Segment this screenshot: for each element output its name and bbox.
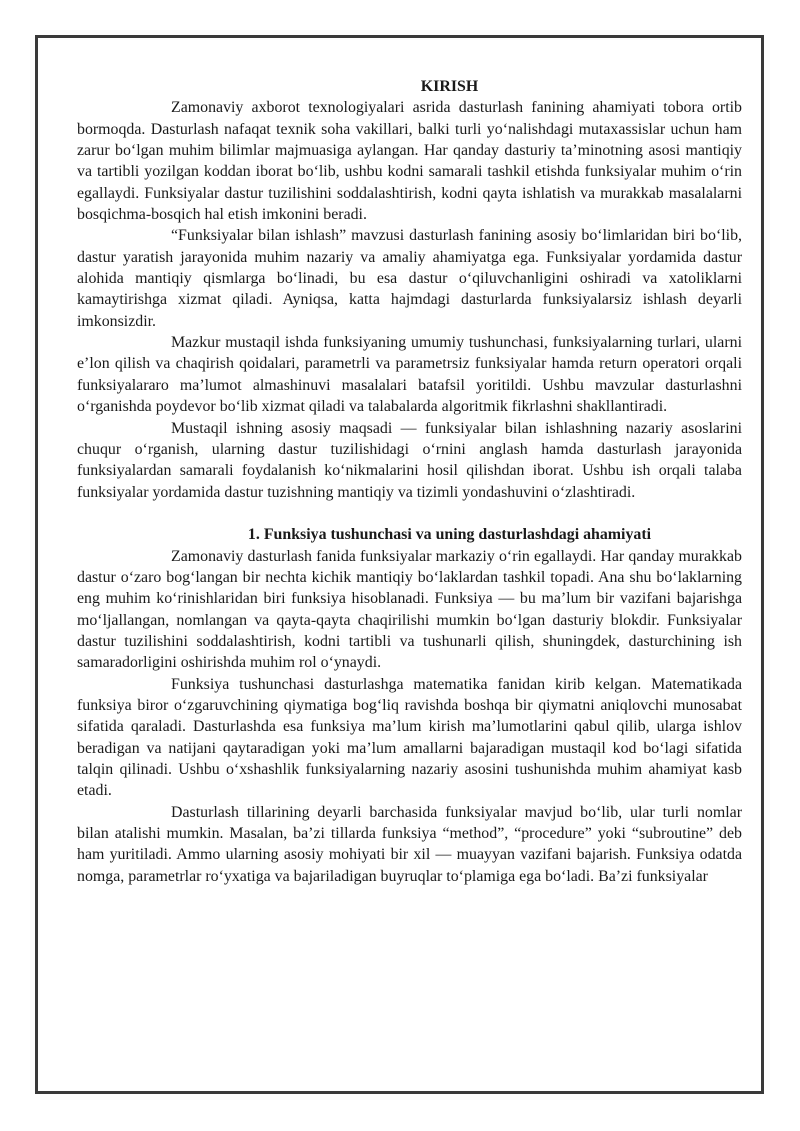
document-body — [77, 76, 742, 887]
section-1-heading: 1. Funksiya tushunchasi va uning dasturlashdagi ahamiyati — [247, 526, 652, 544]
section-1-paragraph-2: Funksiya tushunchasi dasturlashga matematika fanidan kirib kelgan. Matematikada funksiya biror o‘zgaruvchining qiymatiga bog‘liq ravishda boshqa bir qiymatni aniqlovchi munosabat sifatida qaraladi. Dasturlashda esa funksiya ma’lum kirish ma’lumotlarini qabul qilib, ularga ishlov beradigan va natijani qaytaradigan yoki ma’lum amallarni bajaradigan mustaqil kod bo‘lagi sifatida talqin qilinadi. Ushbu o‘xshashlik funksiyalarning nazariy asosini tushunishda muhim ahamiyat kasb etadi. — [77, 675, 742, 800]
section-1-paragraph-1: Zamonaviy dasturlash fanida funksiyalar markaziy o‘rin egallaydi. Har qanday murakkab dastur o‘zaro bog‘langan bir nechta kichik mantiqiy bo‘laklardan tashkil topadi. Ana shu bo‘laklarning eng muhim ko‘rinishlaridan biri funksiya hisoblanadi. Funksiya — bu ma’lum bir vazifani bajarishga mo‘ljallangan, nomlangan va qayta-qayta chaqirilishi mumkin bo‘lgan dasturiy blokdir. Funksiyalar dastur tuzilishini soddalashtirish, kodni tartibli va tushunarli qilish, shuningdek, dasturchining ish samaradorligini oshirishda muhim rol o‘ynaydi. — [77, 547, 742, 672]
section-1-paragraph-3: Dasturlash tillarining deyarli barchasida funksiyalar mavjud bo‘lib, ular turli nomlar bilan atalishi mumkin. Masalan, ba’zi tillarda funksiya “method”, “procedure” yoki “subroutine” deb ham yuritiladi. Ammo ularning asosiy mohiyati bir xil — muayyan vazifani bajarish. Funksiya odatda nomga, parametrlar ro‘yxatiga va bajariladigan buyruqlar to‘plamiga ega bo‘ladi. Ba’zi funksiyalar — [77, 803, 742, 885]
intro-paragraph-4: Mustaqil ishning asosiy maqsadi — funksiyalar bilan ishlashning nazariy asoslarini chuqur o‘rganish, ularning dastur tuzilishidagi o‘rnini anglash hamda dasturlash jarayonida funksiyalardan samarali foydalanish ko‘nikmalarini hosil qilishdan iborat. Ushbu ish orqali talaba funksiyalar yordamida dastur tuzishning mantiqiy va tizimli yondashuvini o‘zlashtiradi. — [77, 419, 742, 501]
intro-paragraph-1: Zamonaviy axborot texnologiyalari asrida dasturlash fanining ahamiyati tobora ortib bormoqda. Dasturlash nafaqat texnik soha vakillari, balki turli yo‘nalishdagi mutaxassislar uchun ham zarur bo‘lgan muhim bilimlar majmuasiga aylangan. Har qanday dasturiy ta’minotning asosi mantiqiy va tartibli yozilgan koddan iborat bo‘lib, ushbu kodni samarali tashkil etishda funksiyalar muhim o‘rin egallaydi. Funksiyalar dastur tuzilishini soddalashtirish, kodni qayta ishlatish va murakkab masalalarni bosqichma-bosqich hal etish imkonini beradi. — [77, 99, 742, 224]
intro-paragraph-3: Mazkur mustaqil ishda funksiyaning umumiy tushunchasi, funksiyalarning turlari, ularni e’lon qilish va chaqirish qoidalari, parametrli va parametrsiz funksiyalar hamda return operatori orqali funksiyalararo ma’lumot almashinuvi masalalari batafsil yoritildi. Ushbu mavzular dasturlashni o‘rganishda poydevor bo‘lib xizmat qiladi va talabalarda algoritmik fikrlashni shakllantiradi. — [77, 334, 742, 416]
intro-paragraph-2: “Funksiyalar bilan ishlash” mavzusi dasturlash fanining asosiy bo‘limlaridan biri bo‘lib, dastur yaratish jarayonida muhim nazariy va amaliy ahamiyatga ega. Funksiyalar yordamida dastur alohida mantiqiy qismlarga bo‘linadi, bu esa dastur o‘qiluvchanligini oshiradi va xatoliklarni kamaytirishga xizmat qiladi. Ayniqsa, katta hajmdagi dasturlarda funksiyalarsiz ishlash deyarli imkonsizdir. — [77, 227, 742, 330]
document-title: KIRISH — [420, 78, 479, 95]
